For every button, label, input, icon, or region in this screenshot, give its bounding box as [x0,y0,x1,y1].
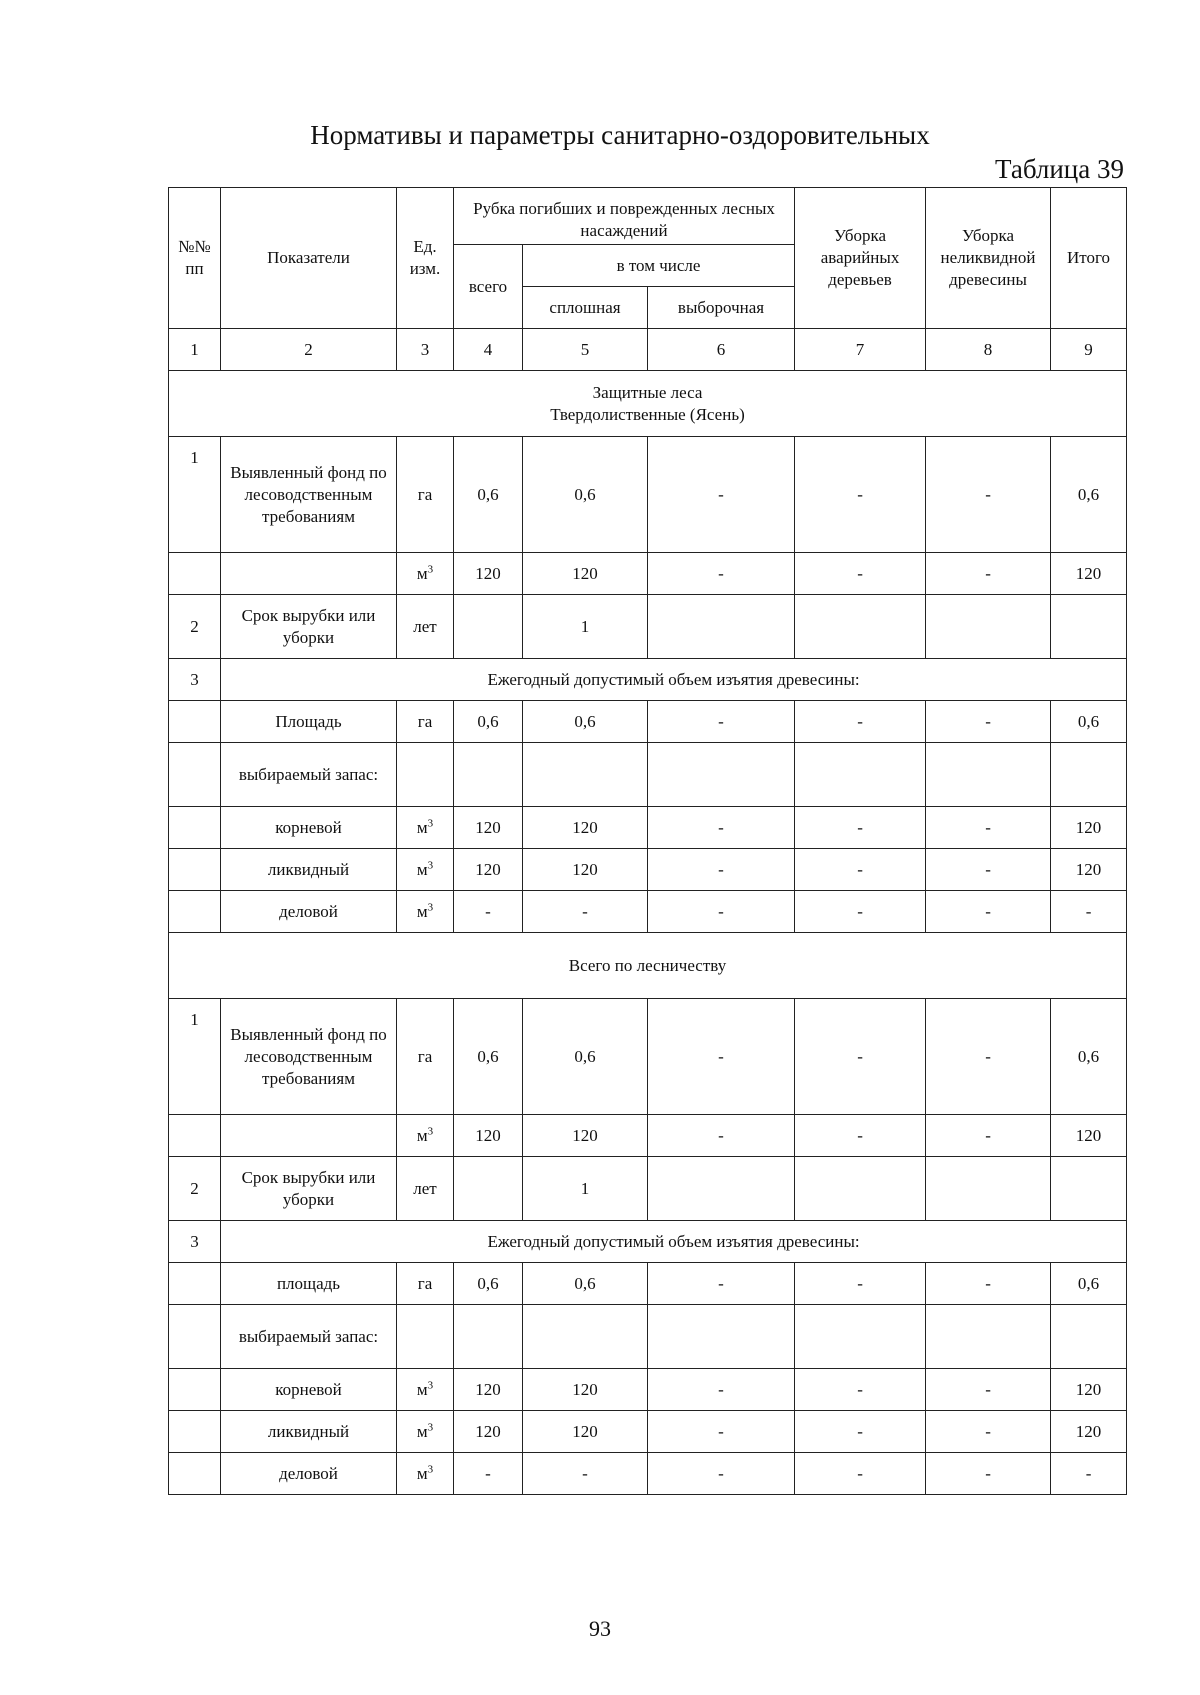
unit-exponent: 3 [427,1420,434,1433]
empty-cell [397,1305,454,1369]
unit-cell: га [397,437,454,553]
col-number: 4 [454,329,523,371]
table-number: Таблица 39 [995,154,1124,184]
section-title [169,371,1127,437]
value-cell: 120 [523,807,648,849]
unit-text: м [416,1125,428,1145]
unit-cell [397,1115,454,1157]
value-cell: - [795,1369,926,1411]
value-cell: - [648,1369,795,1411]
empty-cell [648,1305,795,1369]
empty-cell [397,743,454,807]
row-number: 1 [169,999,221,1115]
unit-exponent: 3 [427,858,434,871]
row-label: Срок вырубки или уборки [221,595,397,659]
unit-text: м [416,1421,428,1441]
row-label: корневой [221,1369,397,1411]
header-including: в том числе [523,245,795,287]
table-row [169,1157,1127,1221]
value-cell: - [795,1453,926,1495]
value-cell: - [926,1453,1051,1495]
unit-text: м [416,1463,428,1483]
section-title-line: Всего по лесничеству [568,955,727,975]
value-cell: 120 [1051,553,1127,595]
value-cell: - [795,437,926,553]
annual-volume-label: Ежегодный допустимый объем изъятия древесины: [221,659,1127,701]
row-label: выбираемый запас: [221,743,397,807]
table-body [169,371,1127,1495]
empty-cell [523,1305,648,1369]
value-cell: 0,6 [454,701,523,743]
empty-cell [1051,743,1127,807]
value-cell: - [1051,891,1127,933]
value-cell: 0,6 [523,437,648,553]
value-cell: 120 [1051,1115,1127,1157]
value-cell: 0,6 [1051,999,1127,1115]
value-cell: 120 [454,1369,523,1411]
row-number [169,891,221,933]
table-row [169,1369,1127,1411]
row-number [169,1411,221,1453]
row-label: деловой [221,891,397,933]
unit-text: м [416,859,428,879]
value-cell: 120 [523,1411,648,1453]
row-number [169,701,221,743]
value-cell: - [648,701,795,743]
value-cell: 120 [454,849,523,891]
value-cell: - [648,437,795,553]
value-cell [926,1157,1051,1221]
value-cell: - [648,807,795,849]
row-number [169,1115,221,1157]
value-cell: 1 [523,1157,648,1221]
col-number: 3 [397,329,454,371]
row-number [169,1263,221,1305]
value-cell: - [795,807,926,849]
value-cell: - [795,553,926,595]
value-cell: 120 [454,1411,523,1453]
unit-exponent: 3 [427,1462,434,1475]
unit-cell [397,849,454,891]
value-cell: 0,6 [1051,437,1127,553]
row-label: корневой [221,807,397,849]
value-cell: - [648,1263,795,1305]
value-cell: - [1051,1453,1127,1495]
value-cell: 120 [454,807,523,849]
empty-cell [795,743,926,807]
value-cell: 120 [523,553,648,595]
row-number: 2 [169,1157,221,1221]
row-label: ликвидный [221,849,397,891]
page-number: 93 [589,1616,611,1641]
col-number: 8 [926,329,1051,371]
value-cell: - [523,891,648,933]
row-number [169,1369,221,1411]
row-label: Выявленный фонд по лесоводственным требованиям [221,437,397,553]
unit-text: м [416,901,428,921]
unit-cell [397,891,454,933]
table-row [169,1411,1127,1453]
table-row [169,1115,1127,1157]
table-row [169,659,1127,701]
value-cell: - [648,999,795,1115]
value-cell: 120 [454,553,523,595]
unit-exponent: 3 [427,1378,434,1391]
value-cell: - [926,1263,1051,1305]
row-label: площадь [221,1263,397,1305]
value-cell [1051,595,1127,659]
row-number [169,807,221,849]
value-cell: 0,6 [523,1263,648,1305]
row-number [169,1305,221,1369]
row-label [221,1115,397,1157]
row-label: деловой [221,1453,397,1495]
row-label: выбираемый запас: [221,1305,397,1369]
table-header [169,188,1127,371]
unit-exponent: 3 [427,900,434,913]
row-label: Срок вырубки или уборки [221,1157,397,1221]
header-emergency: Уборка аварийных деревьев [795,188,926,329]
annual-volume-label: Ежегодный допустимый объем изъятия древесины: [221,1221,1127,1263]
unit-cell [397,1453,454,1495]
value-cell: - [795,1263,926,1305]
value-cell: 0,6 [454,437,523,553]
table-row [169,701,1127,743]
value-cell: 120 [523,849,648,891]
row-number [169,743,221,807]
row-number [169,1453,221,1495]
value-cell: - [926,849,1051,891]
value-cell: - [926,437,1051,553]
row-number: 1 [169,437,221,553]
header-indicator: Показатели [221,188,397,329]
table-row [169,595,1127,659]
header-illiquid: Уборка неликвидной древесины [926,188,1051,329]
row-number [169,553,221,595]
row-number [169,849,221,891]
col-number: 7 [795,329,926,371]
col-number: 5 [523,329,648,371]
unit-exponent: 3 [427,562,434,575]
header-cutting-group: Рубка погибших и поврежденных лесных насаждений [454,188,795,245]
value-cell: - [926,1411,1051,1453]
unit-exponent: 3 [427,1124,434,1137]
row-label [221,553,397,595]
col-number: 1 [169,329,221,371]
empty-cell [795,1305,926,1369]
header-num: №№ пп [169,188,221,329]
value-cell: 0,6 [1051,1263,1127,1305]
value-cell: - [795,849,926,891]
section-subtitle-line: Твердолиственные (Ясень) [550,404,745,424]
unit-cell [397,1411,454,1453]
value-cell: 120 [523,1369,648,1411]
value-cell [454,1157,523,1221]
unit-cell: га [397,999,454,1115]
value-cell: - [926,1369,1051,1411]
value-cell [648,1157,795,1221]
unit-cell: га [397,1263,454,1305]
value-cell: - [523,1453,648,1495]
empty-cell [1051,1305,1127,1369]
value-cell: - [795,701,926,743]
value-cell: - [648,553,795,595]
value-cell: 120 [454,1115,523,1157]
section-title-line: Защитные леса [592,382,703,402]
value-cell: 120 [523,1115,648,1157]
value-cell: - [795,891,926,933]
value-cell: 120 [1051,1411,1127,1453]
table-row [169,1305,1127,1369]
value-cell: - [926,1115,1051,1157]
table-row [169,743,1127,807]
unit-exponent: 3 [427,816,434,829]
empty-cell [926,1305,1051,1369]
table-row [169,437,1127,553]
value-cell: - [454,891,523,933]
document-title: Нормативы и параметры санитарно-оздоровительных [310,120,930,150]
unit-text: м [416,1379,428,1399]
table-row [169,1453,1127,1495]
value-cell: 0,6 [454,1263,523,1305]
row-number: 3 [169,659,221,701]
unit-text: м [416,817,428,837]
row-number: 3 [169,1221,221,1263]
column-number-row [169,329,1127,371]
value-cell: - [648,891,795,933]
unit-text: м [416,563,428,583]
empty-cell [648,743,795,807]
unit-cell [397,553,454,595]
table-row [169,1221,1127,1263]
empty-cell [454,1305,523,1369]
empty-cell [926,743,1051,807]
value-cell: 120 [1051,849,1127,891]
value-cell [1051,1157,1127,1221]
row-number: 2 [169,595,221,659]
section-title-row [169,371,1127,437]
unit-cell: га [397,701,454,743]
table-row [169,891,1127,933]
unit-cell [397,1369,454,1411]
unit-cell: лет [397,595,454,659]
value-cell [795,595,926,659]
value-cell [926,595,1051,659]
table-row [169,1263,1127,1305]
value-cell: - [926,891,1051,933]
value-cell: 1 [523,595,648,659]
value-cell: 120 [1051,807,1127,849]
col-number: 2 [221,329,397,371]
header-itogo: Итого [1051,188,1127,329]
row-label: Выявленный фонд по лесоводственным требованиям [221,999,397,1115]
value-cell: 0,6 [454,999,523,1115]
value-cell: - [926,701,1051,743]
value-cell: 0,6 [523,999,648,1115]
value-cell: - [648,1453,795,1495]
table-row [169,849,1127,891]
empty-cell [454,743,523,807]
row-label: Площадь [221,701,397,743]
value-cell: - [648,1115,795,1157]
header-unit: Ед. изм. [397,188,454,329]
value-cell: - [454,1453,523,1495]
value-cell [454,595,523,659]
table-row [169,553,1127,595]
value-cell: 120 [1051,1369,1127,1411]
header-clear: сплошная [523,287,648,329]
col-number: 6 [648,329,795,371]
value-cell: - [648,1411,795,1453]
value-cell [795,1157,926,1221]
col-number: 9 [1051,329,1127,371]
value-cell [648,595,795,659]
value-cell: - [926,807,1051,849]
header-selective: выборочная [648,287,795,329]
value-cell: - [926,553,1051,595]
value-cell: - [795,1115,926,1157]
value-cell: - [795,999,926,1115]
table-row [169,807,1127,849]
value-cell: 0,6 [1051,701,1127,743]
empty-cell [523,743,648,807]
unit-cell [397,807,454,849]
value-cell: - [795,1411,926,1453]
section-title-row [169,933,1127,999]
section-title [169,933,1127,999]
data-table [168,187,1127,1495]
header-total-all: всего [454,245,523,329]
value-cell: - [926,999,1051,1115]
value-cell: - [648,849,795,891]
value-cell: 0,6 [523,701,648,743]
unit-cell: лет [397,1157,454,1221]
row-label: ликвидный [221,1411,397,1453]
table-row [169,999,1127,1115]
